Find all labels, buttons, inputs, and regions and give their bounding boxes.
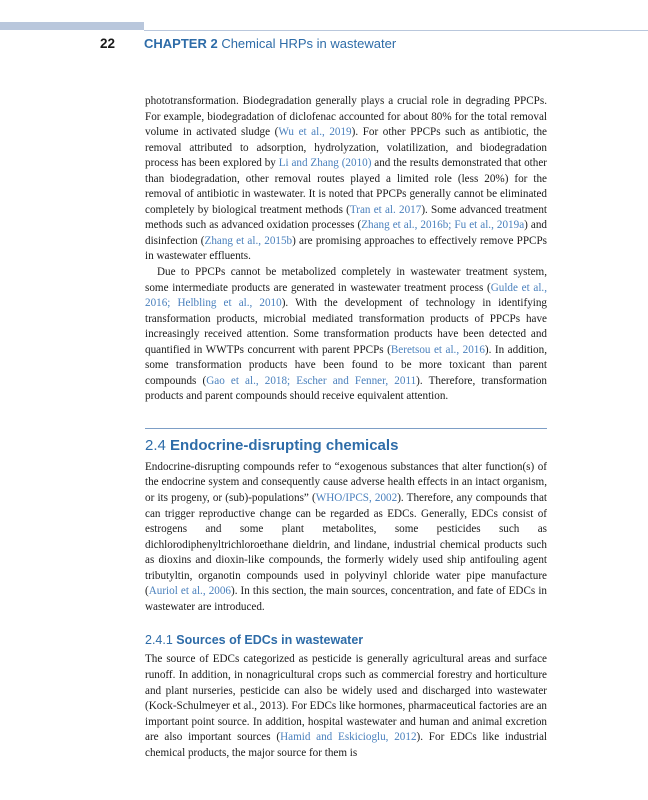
citation-link[interactable]: Beretsou et al., 2016: [390, 343, 485, 356]
subsection-number: 2.4.1: [145, 633, 173, 648]
page-body: [145, 94, 547, 761]
citation-link[interactable]: Auriol et al., 2006: [148, 585, 231, 598]
section-title: Endocrine-disrupting chemicals: [170, 436, 399, 454]
text-run: Due to PPCPs cannot be metabolized completely in wastewater treatment system, some intermediate products are generated in wastewater treatment process (: [145, 266, 547, 294]
section-paragraph-1: [145, 460, 547, 615]
text-run: ). In addition, some transformation products have been found to be more toxicant than parent compounds (: [145, 343, 547, 387]
section-divider: [145, 428, 547, 429]
subsection-paragraph-1: [145, 652, 547, 761]
citation-link[interactable]: Gulde et al., 2016; Helbling et al., 2010: [145, 281, 547, 310]
header-accent-bar: [0, 22, 144, 30]
page-number: 22: [100, 36, 116, 51]
text-run: The source of EDCs categorized as pesticide is generally agricultural areas and surface runoff. In addition, in nonagricultural crops such as commercial forestry and horticulture and plant nurseries, pesticide can also be widely used and discharged into wastewater (Kock-Schulmeyer et al., 2013). For EDCs like hormones, pharmaceutical factories are an important point source. In addition, hospital wastewater and human and animal excretion are also important sources (: [145, 653, 547, 744]
text-run: ). Therefore, transformation products and parent compounds should receive equivalent attention.: [145, 374, 547, 403]
running-head: [144, 36, 396, 51]
text-run: ). For other PPCPs such as antibiotic, the removal attributed to adsorption, hydrolyzation, volatilization, and biodegradation process has been explored by: [145, 126, 547, 170]
text-run: phototransformation. Biodegradation generally plays a crucial role in degrading PPCPs. For example, biodegradation of diclofenac accounted for about 80% for the total removal volume in activated sludge (: [145, 95, 547, 139]
text-run: ) are promising approaches to effectively remove PPCPs in wastewater effluents.: [145, 234, 547, 263]
citation-link[interactable]: Li and Zhang (2010): [278, 157, 372, 170]
text-run: ). In this section, the main sources, concentration, and fate of EDCs in wastewater are introduced.: [145, 585, 547, 613]
text-run: ). Some advanced treatment methods such as advanced oxidation processes (: [145, 203, 547, 232]
text-run: and the results demonstrated that other than biodegradation, other removal routes played a limited role (less 20%) for the removal of antibiotic in wastewater. It is noted that PPCPs generally cannot be eliminated completely by biological treatment methods (: [145, 157, 547, 216]
citation-link[interactable]: WHO/IPCS, 2002: [315, 492, 398, 505]
citation-link[interactable]: Zhang et al., 2015b: [204, 234, 293, 247]
section-heading: [145, 437, 547, 455]
body-paragraph-2: [145, 265, 547, 405]
text-run: Endocrine-disrupting compounds refer to “exogenous substances that alter function(s) of the endocrine system and consequently cause adverse health effects in an intact organism, or its progeny, or (sub)-populations” (: [145, 460, 547, 505]
citation-link[interactable]: Hamid and Eskicioglu, 2012: [280, 731, 417, 744]
text-run: ). For EDCs like industrial chemical products, the major source for them is: [145, 731, 547, 759]
citation-link[interactable]: Gao et al., 2018; Escher and Fenner, 2011: [206, 374, 417, 387]
chapter-label: CHAPTER 2: [144, 36, 218, 51]
text-run: ). Therefore, any compounds that can trigger reproductive change can be regarded as EDCs. Generally, EDCs consist of estrogens and some plant metabolites, some pesticides such as dichlorodiphenyltrichloroethane dieldrin, and lindane, industrial chemical products such as dioxins and dioxin-like compounds, the formerly widely used ship antifouling agent tributyltin, organotin compounds used in polyvinyl chloride water pipe manufacture (: [145, 492, 547, 598]
citation-link[interactable]: Tran et al. 2017: [349, 203, 422, 216]
text-run: ) and disinfection (: [145, 219, 547, 247]
citation-link[interactable]: Zhang et al., 2016b; Fu et al., 2019a: [361, 219, 525, 232]
citation-link[interactable]: Wu et al., 2019: [278, 126, 352, 139]
chapter-title: Chemical HRPs in wastewater: [221, 36, 397, 51]
subsection-heading: [145, 632, 547, 648]
section-number: 2.4: [145, 436, 166, 454]
text-run: ). With the development of technology in identifying transformation products, microbial mediated transformation products of PPCPs have increasingly received attention. Some transformation products have been detected and quantified in WWTPs concurrent with parent PPCPs (: [145, 297, 548, 356]
body-paragraph-1: [145, 94, 547, 265]
subsection-title: Sources of EDCs in wastewater: [176, 633, 364, 648]
header-rule: [144, 30, 648, 31]
